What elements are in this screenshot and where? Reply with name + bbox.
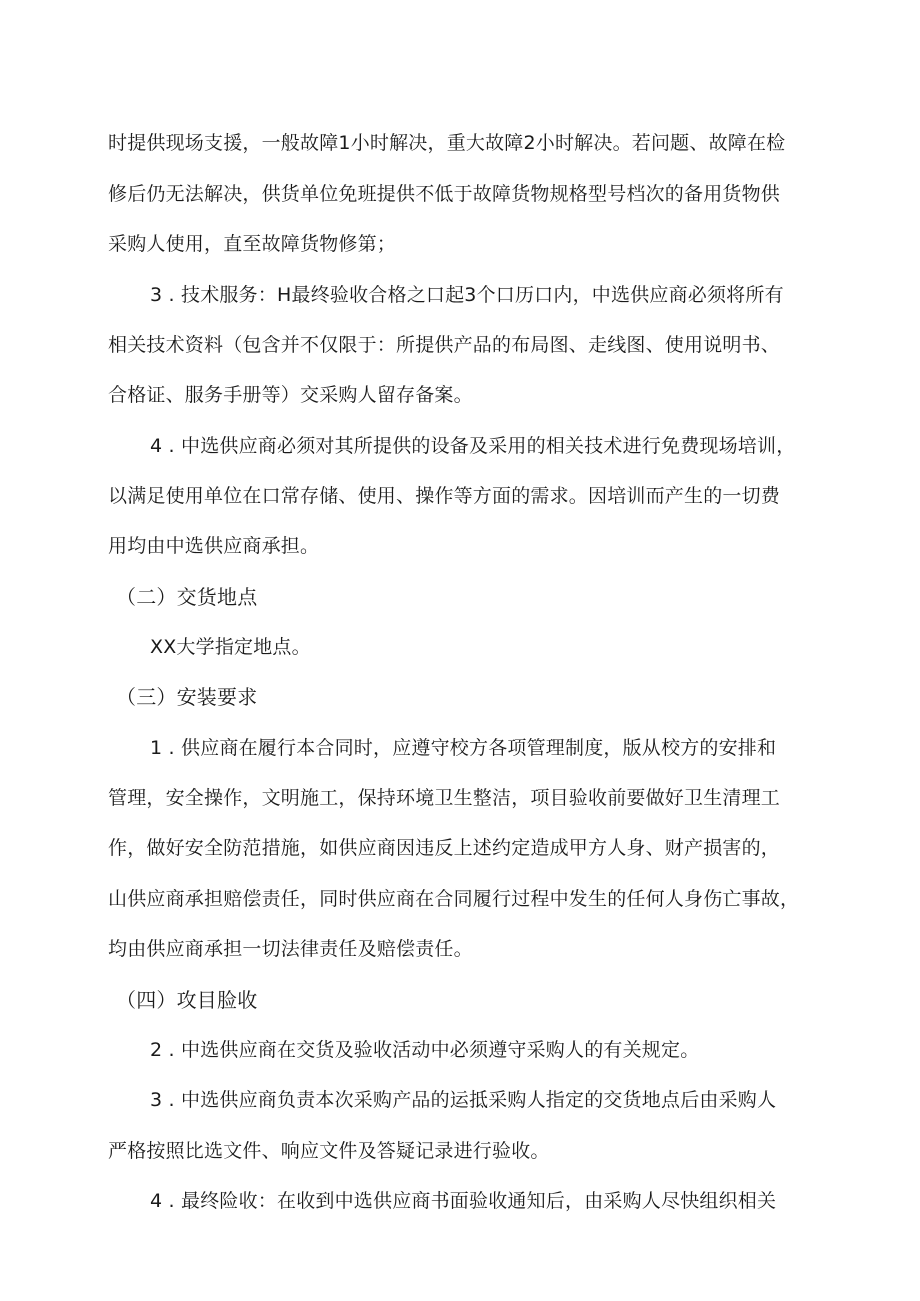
body-text-line: 以满足使用单位在口常存储、使用、操作等方面的需求。因培训而产生的一切费 <box>108 485 781 507</box>
list-item-4-training: 4 . 中选供应商必须对其所提供的设备及采用的相关技术进行免费现场培训， <box>150 435 796 457</box>
body-text-line: 时提供现场支援，一般故障1小时解决，重大故障2小时解决。若问题、故障在检 <box>108 132 786 154</box>
section-heading-project-acceptance: （四）攻目脸收 <box>116 988 258 1012</box>
body-text-line: 严格按照比选文件、响应文件及答疑记录进行验收。 <box>108 1140 550 1162</box>
section-heading-delivery-location: （二）交货地点 <box>116 585 258 609</box>
list-item-3-technical-service: 3 . 技术服务：H最终验收合格之口起3个口历口内，中选供应商必须将所有 <box>150 284 784 306</box>
body-text-line: 采购人使用，直至故障货物修第； <box>108 233 397 255</box>
body-text-line: 作，做好安全防范措施，如供应商因违反上述约定造成甲方人身、财产损害的， <box>108 837 781 859</box>
body-text-line: 用均由中选供应商承担。 <box>108 535 320 557</box>
body-text-line: 管理，安全操作，文明施工，保持环境卫生整洁，项目验收前要做好卫生清理工 <box>108 787 781 809</box>
body-text-line: 均由供应商承担一切法律责任及赔偿责任。 <box>108 938 473 960</box>
body-text-line: 修后仍无法解决，供货单位免班提供不低于故障货物规格型号档次的备用货物供 <box>108 183 781 205</box>
body-text-line: 相关技术资料（包含并不仅限于：所提供产品的布局图、走线图、使用说明书、 <box>108 334 781 356</box>
list-item-4-final-acceptance: 4 . 最终险收：在收到中选供应商书面验收通知后，由采购人尽快组织相关 <box>150 1190 777 1212</box>
list-item-3-acceptance: 3 . 中选供应商负责本次采购产品的运抵采购人指定的交货地点后由采购人 <box>150 1089 777 1111</box>
body-text-line: XX大学指定地点。 <box>150 636 311 658</box>
body-text-line: 合格证、服务手册等）交采购人留存备案。 <box>108 384 473 406</box>
section-heading-installation: （三）安装要求 <box>116 685 258 709</box>
body-text-line: 山供应商承担赔偿责任，同时供应商在合同履行过程中发生的任何人身伤亡事故， <box>108 888 800 910</box>
list-item-1-installation: 1 . 供应商在履行本合同时，应遵守校方各项管理制度，版从校方的安排和 <box>150 737 777 759</box>
list-item-2-acceptance: 2 . 中选供应商在交货及验收活动中必须遵守采购人的有关规定。 <box>150 1039 700 1061</box>
